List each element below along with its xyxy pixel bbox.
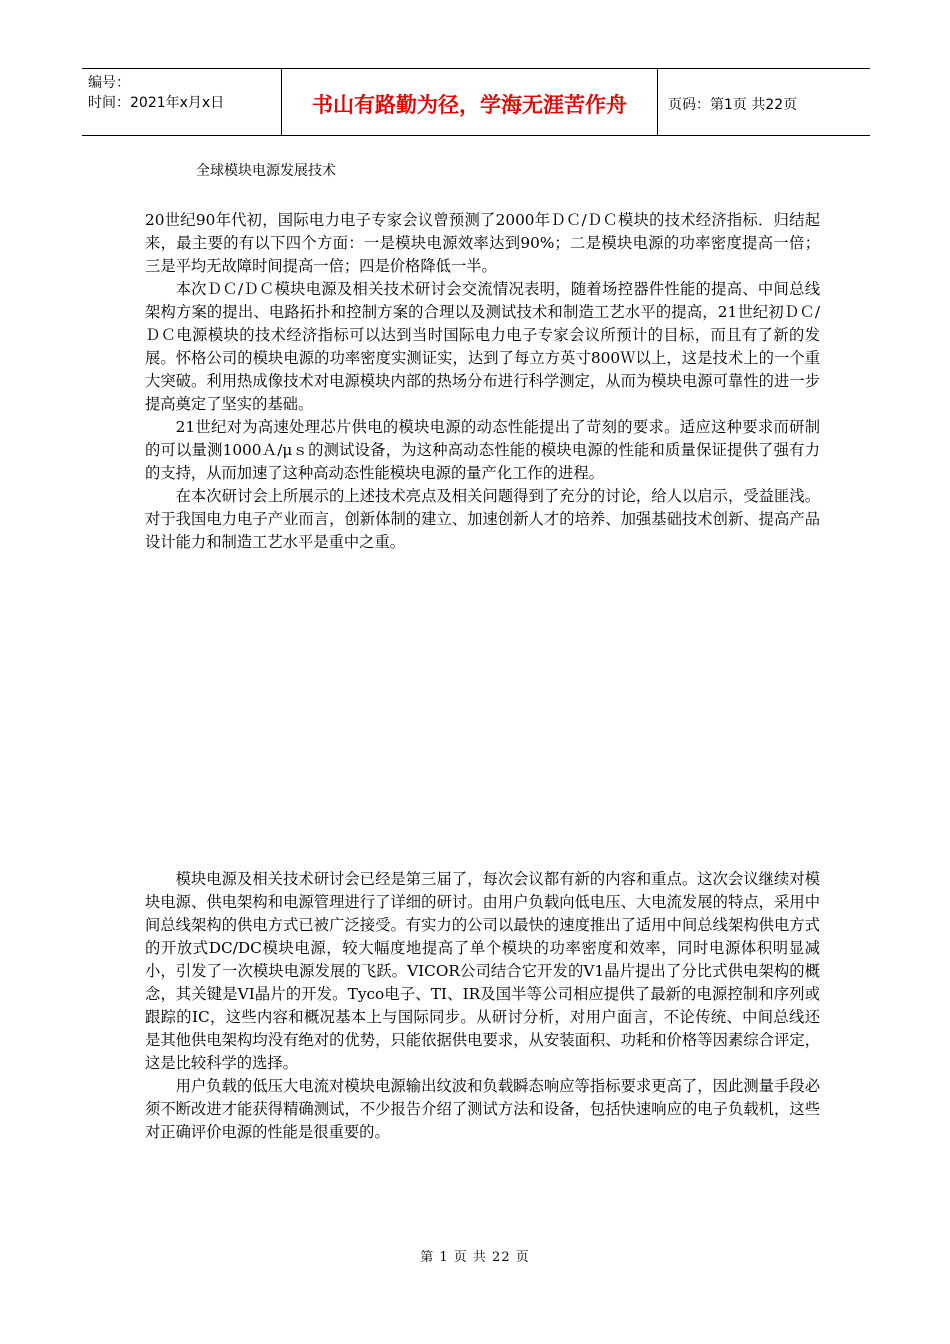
page-footer: 第 1 页 共 22 页 bbox=[420, 1250, 530, 1265]
header-page-info: 页码：第1页 共22页 bbox=[668, 97, 798, 113]
paragraph: 本次ＤＣ/ＤＣ模块电源及相关技术研讨会交流情况表明，随着场控器件性能的提高、中间总线架构方案的提出、电路拓扑和控制方案的合理以及测试技术和制造工艺水平的提高，21世纪初ＤＣ/ＤＣ电源模块的技术经济指标可以达到当时国际电力电子专家会议所预计的目标，而且有了新的发展。怀格公司的模块电源的功率密度实测证实，达到了每立方英寸800Ｗ以上，这是技术上的一个重大突破。利用热成像技术对电源模块内部的热场分布进行科学测定，从而为模块电源可靠性的进一步提高奠定了坚实的基础。 bbox=[145, 280, 820, 413]
time-label: 时间：2021年x月x日 bbox=[88, 95, 225, 111]
paragraph: 20世纪90年代初，国际电力电子专家会议曾预测了2000年ＤＣ/ＤＣ模块的技术经济指标．归结起来，最主要的有以下四个方面：一是模块电源效率达到90%；二是模块电源的功率密度提高一倍；三是平均无故障时间提高一倍；四是价格降低一半。 bbox=[145, 211, 820, 275]
paragraph: 模块电源及相关技术研讨会已经是第三届了，每次会议都有新的内容和重点。这次会议继续对模块电源、供电架构和电源管理进行了详细的研讨。由用户负载向低电压、大电流发展的特点，采用中间总线架构的供电方式已被广泛接受。有实力的公司以最快的速度推出了适用中间总线架构供电方式的开放式DC/DC模块电源，较大幅度地提高了单个模块的功率密度和效率，同时电源体积明显减小，引发了一次模块电源发展的飞跃。VICOR公司结合它开发的V1晶片提出了分比式供电架构的概念，其关键是VI晶片的开发。Tyco电子、TI、IR及国半等公司相应提供了最新的电源控制和序列或跟踪的IC，这些内容和概况基本上与国际同步。从研讨分析，对用户面言，不论传统、中间总线还是其他供电架构均没有绝对的优势，只能依据供电要求，从安装面积、功耗和价格等因素综合评定，这是比较科学的选择。 bbox=[145, 870, 820, 1072]
paragraph: 用户负载的低压大电流对模块电源输出纹波和负载瞬态响应等指标要求更高了，因此测量手段必须不断改进才能获得精确测试，不少报告介绍了测试方法和设备，包括快速响应的电子负载机，这些对正确评价电源的性能是很重要的。 bbox=[145, 1077, 820, 1141]
header-meta bbox=[82, 69, 282, 135]
page-header bbox=[82, 68, 870, 136]
paragraph: 21世纪对为高速处理芯片供电的模块电源的动态性能提出了苛刻的要求。适应这种要求而研制的可以量测1000Ａ/μｓ的测试设备，为这种高动态性能的模块电源的性能和质量保证提供了强有力的支持，从而加速了这种高动态性能模块电源的量产化工作的进程。 bbox=[145, 418, 820, 482]
section-1 bbox=[145, 209, 820, 554]
section-2 bbox=[145, 868, 820, 1144]
number-label: 编号： bbox=[88, 75, 130, 91]
header-motto: 书山有路勤为径，学海无涯苦作舟 bbox=[282, 69, 658, 135]
paragraph: 在本次研讨会上所展示的上述技术亮点及相关问题得到了充分的讨论，给人以启示，受益匪浅。对于我国电力电子产业而言，创新体制的建立、加速创新人才的培养、加强基础技术创新、提高产品设计能力和制造工艺水平是重中之重。 bbox=[145, 487, 820, 551]
document-title: 全球模块电源发展技术 bbox=[196, 163, 336, 179]
